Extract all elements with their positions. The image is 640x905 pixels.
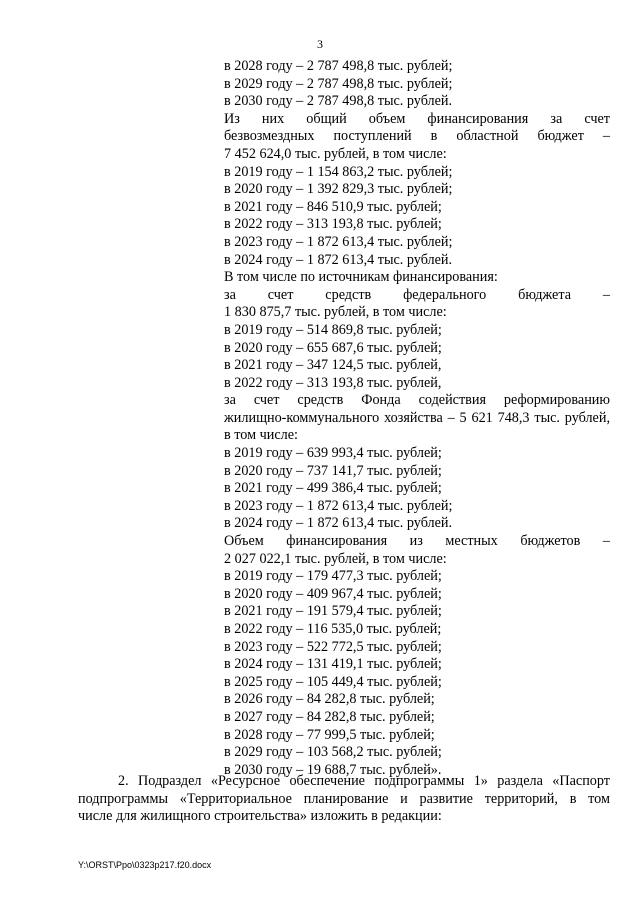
financing-line: Из них общий объем финансирования за счет [224,110,610,127]
financing-line: безвозмездных поступлений в областной бюджет – [224,128,610,145]
section-paragraph [78,773,610,826]
financing-line: Объем финансирования из местных бюджетов – [224,533,610,550]
financing-line: в 2025 году – 105 449,4 тыс. рублей; [224,673,442,690]
financing-line: в 2029 году – 2 787 498,8 тыс. рублей; [224,75,453,92]
financing-line: 7 452 624,0 тыс. рублей, в том числе: [224,145,447,162]
financing-line: в 2020 году – 655 687,6 тыс. рублей; [224,339,442,356]
paragraph-line: числе для жилищного строительства» изложить в редакции: [78,808,442,825]
financing-list [224,58,610,779]
financing-line: в 2024 году – 1 872 613,4 тыс. рублей. [224,515,453,532]
financing-line: в 2023 году – 1 872 613,4 тыс. рублей; [224,233,453,250]
paragraph-line: подпрограммы «Территориальное планирование и развитие территорий, в том [78,790,610,807]
financing-line: в 2026 году – 84 282,8 тыс. рублей; [224,691,435,708]
financing-line: в том числе: [224,427,298,444]
financing-line: 2 027 022,1 тыс. рублей, в том числе: [224,550,447,567]
page-number: 3 [317,37,323,51]
financing-line: в 2022 году – 116 535,0 тыс. рублей; [224,621,442,637]
financing-line: в 2030 году – 2 787 498,8 тыс. рублей. [224,93,453,110]
financing-line: в 2029 году – 103 568,2 тыс. рублей; [224,744,442,761]
financing-line: в 2027 году – 84 282,8 тыс. рублей; [224,708,435,725]
financing-line: В том числе по источникам финансирования: [224,269,498,286]
financing-line: за счет средств федерального бюджета – [224,286,610,303]
financing-line: в 2019 году – 514 869,8 тыс. рублей; [224,321,442,338]
financing-line: в 2028 году – 2 787 498,8 тыс. рублей; [224,58,453,74]
financing-line: в 2022 году – 313 193,8 тыс. рублей, [224,374,442,391]
financing-line: в 2028 году – 77 999,5 тыс. рублей; [224,726,435,743]
financing-line: в 2021 году – 347 124,5 тыс. рублей, [224,357,442,374]
financing-line: в 2022 году – 313 193,8 тыс. рублей; [224,216,442,233]
financing-line: в 2020 году – 737 141,7 тыс. рублей; [224,462,442,479]
financing-line: в 2024 году – 1 872 613,4 тыс. рублей. [224,251,453,268]
financing-line: жилищно-коммунального хозяйства – 5 621 748,3 тыс. рублей, [224,409,610,426]
file-path-footer: Y:\ORST\Ppo\0323p217.f20.docx [78,860,212,870]
financing-line: в 2019 году – 639 993,4 тыс. рублей; [224,445,442,462]
financing-line: 1 830 875,7 тыс. рублей, в том числе: [224,304,447,321]
financing-line: в 2020 году – 409 967,4 тыс. рублей; [224,585,442,602]
financing-line: в 2021 году – 846 510,9 тыс. рублей; [224,198,442,215]
financing-line: в 2019 году – 179 477,3 тыс. рублей; [224,568,442,585]
financing-line: в 2021 году – 499 386,4 тыс. рублей; [224,480,442,497]
financing-line: в 2019 году – 1 154 863,2 тыс. рублей; [224,163,453,180]
financing-line: в 2021 году – 191 579,4 тыс. рублей; [224,603,442,620]
financing-line: в 2024 году – 131 419,1 тыс. рублей; [224,656,442,673]
financing-line: в 2023 году – 522 772,5 тыс. рублей; [224,638,442,655]
financing-line: в 2023 году – 1 872 613,4 тыс. рублей; [224,497,453,514]
financing-line: в 2030 году – 19 688,7 тыс. рублей». [224,761,442,778]
paragraph-line: 2. Подраздел «Ресурсное обеспечение подпрограммы 1» раздела «Паспорт [118,773,610,789]
financing-line: за счет средств Фонда содействия реформированию [224,392,610,409]
financing-line: в 2020 году – 1 392 829,3 тыс. рублей; [224,181,453,198]
